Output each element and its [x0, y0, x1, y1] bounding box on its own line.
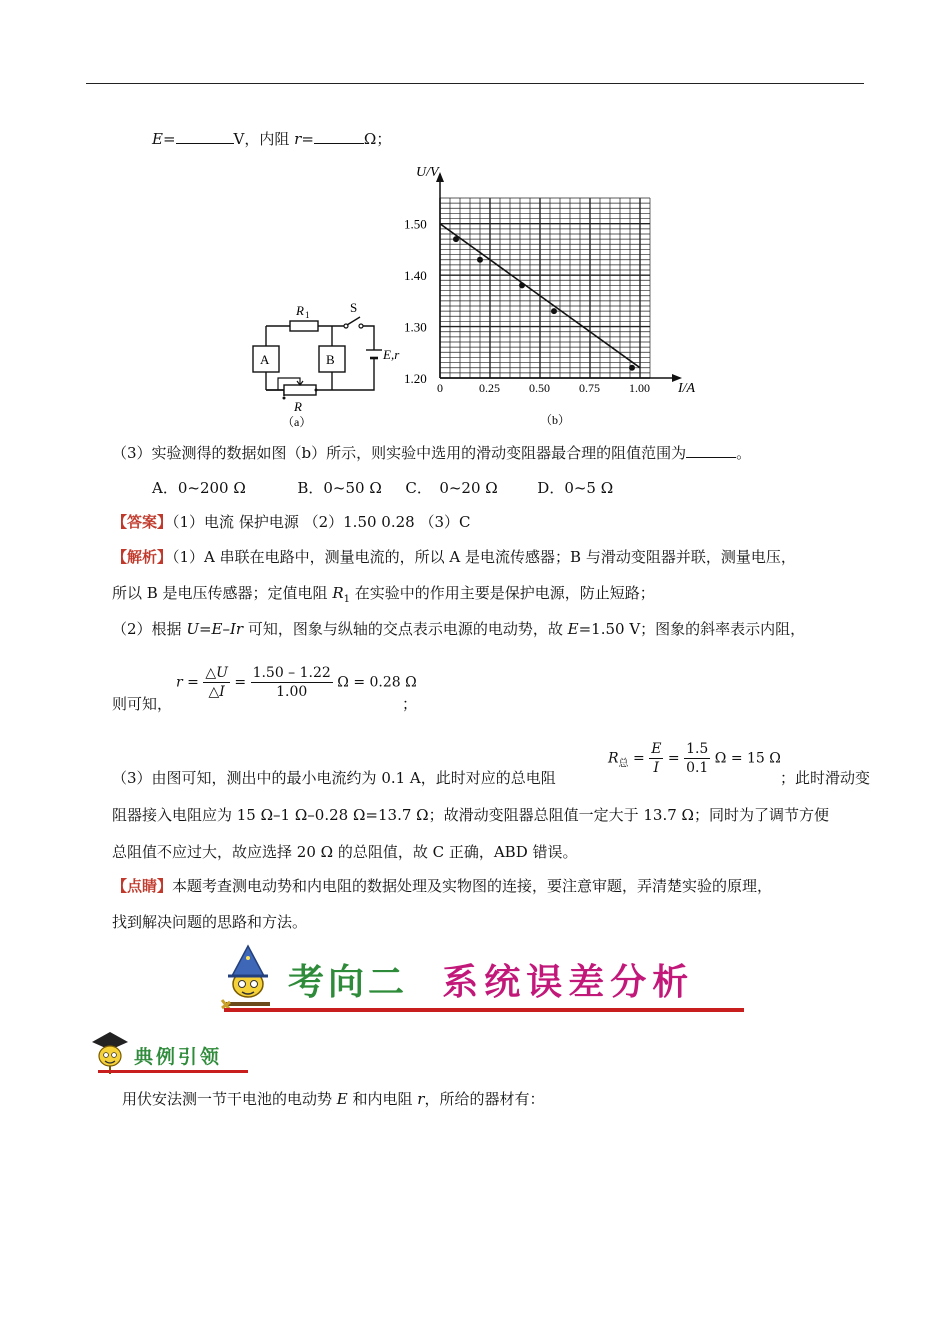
- banner-part2: 系统误差分析: [442, 961, 695, 1003]
- banner-part1: 考向二: [288, 961, 409, 1003]
- answer-text: （1）电流 保护电源 （2）1.50 0.28 （3）C: [172, 513, 471, 531]
- analysis-text: =1.50 V；图象的斜率表示内阻，: [578, 620, 806, 638]
- fraction-values: [684, 740, 710, 777]
- formula-equals: =: [187, 674, 199, 691]
- r1-subscript: 1: [343, 594, 351, 605]
- option-b: B．0~50 Ω: [297, 479, 382, 497]
- r1-symbol: R: [332, 584, 344, 602]
- fraction-num: 1.50 – 1.22: [252, 665, 331, 681]
- analysis-line-2: [112, 583, 655, 610]
- e-symbol: E: [567, 620, 579, 638]
- analysis-text: 可知，图象与纵轴的交点表示电源的电动势，故: [243, 620, 568, 638]
- analysis-text: 所以 B 是电压传感器；定值电阻: [112, 584, 333, 602]
- caption-a: （a）: [282, 415, 312, 429]
- x-tick-label: 0.50: [529, 381, 550, 395]
- example-underline: [98, 1070, 248, 1073]
- analysis-text: 在实验中的作用主要是保护电源，防止短路；: [350, 584, 655, 602]
- analysis-line-6: [112, 805, 829, 825]
- data-point: [519, 282, 525, 288]
- q3-text: （3）实验测得的数据如图（b）所示，则实验中选用的滑动变阻器最合理的阻值范围为: [112, 444, 687, 462]
- comment-line-2: [112, 912, 307, 932]
- formula-equals: =: [667, 750, 680, 767]
- fraction-delta: [203, 664, 230, 701]
- r1-sub: 1: [305, 310, 310, 320]
- fraction-num: 1.5: [686, 741, 709, 757]
- e-symbol: E: [336, 1090, 348, 1108]
- r1-resistor: [290, 321, 318, 331]
- analysis-text: ；此时滑动变: [780, 769, 871, 787]
- switch-label: S: [350, 300, 358, 315]
- analysis-line-4: [112, 694, 172, 714]
- y-tick-label: 1.30: [404, 319, 427, 335]
- analysis-text: 则可知，: [112, 695, 173, 713]
- r1-label: R: [296, 303, 304, 318]
- analysis-text: 总阻值不应过大，故应选择 20 Ω 的总阻值，故 C 正确，ABD 错误。: [112, 843, 578, 861]
- analysis-tag: 【解析】: [112, 548, 173, 566]
- data-point: [551, 308, 557, 314]
- data-point: [453, 236, 459, 242]
- formula-symbol: R: [608, 750, 619, 767]
- rheostat: [284, 385, 316, 395]
- analysis-line-7: [112, 842, 578, 862]
- e-symbol: E: [152, 130, 163, 148]
- section-banner: [208, 944, 744, 1014]
- formula-r-total: [608, 740, 781, 777]
- formula-uei: U=E–Ir: [186, 620, 244, 638]
- answer-line: [112, 512, 471, 532]
- analysis-line-1: [112, 547, 796, 567]
- fraction-ei: [649, 740, 663, 777]
- blank-e: [176, 128, 234, 144]
- ui-graph: [396, 160, 708, 432]
- unit-v: V，内阻: [233, 130, 295, 148]
- x-tick-label: 0.25: [479, 381, 500, 395]
- analysis-line-3: [112, 619, 805, 639]
- comment-text: 找到解决问题的思路和方法。: [112, 913, 308, 931]
- x-tick-label: 0: [437, 381, 443, 395]
- example-title: 典例引领: [134, 1046, 223, 1068]
- q3-blank: [686, 442, 736, 458]
- analysis-text: （1）A 串联在电路中，测量电流的，所以 A 是电流传感器；B 与滑动变阻器并联，测量电压，: [172, 548, 796, 566]
- formula-symbol: r: [176, 674, 183, 691]
- formula-equals: =: [234, 674, 247, 691]
- header-rule: [86, 83, 864, 84]
- analysis-text: （3）由图可知，测出中的最小电流约为 0.1 A，此时对应的总电阻: [112, 769, 556, 787]
- analysis-text: ；: [402, 695, 418, 713]
- example-heading: [88, 1028, 248, 1074]
- r-symbol: r: [294, 130, 302, 148]
- x-tick-label: 1.00: [629, 381, 650, 395]
- comment-line-1: [112, 876, 772, 896]
- fraction-num: △U: [205, 665, 228, 681]
- y-tick-label: 1.50: [404, 216, 427, 232]
- intro-text: ，所给的器材有：: [424, 1090, 545, 1108]
- switch-contact: [359, 324, 363, 328]
- option-a: A．0~200 Ω: [152, 479, 246, 497]
- analysis-text: （2）根据: [112, 620, 187, 638]
- banner-title: [288, 954, 694, 1005]
- intro-line: [122, 1089, 544, 1109]
- formula-equals: =: [633, 750, 645, 767]
- data-point: [477, 257, 483, 263]
- fraction-den: △I: [208, 684, 225, 700]
- y-tick-label: 1.40: [404, 268, 427, 284]
- analysis-text: 阻器接入电阻应为 15 Ω–1 Ω–0.28 Ω=13.7 Ω；故滑动变阻器总阻值一定大于 13.7 Ω；同时为了调节方便: [112, 806, 829, 824]
- fraction-den: 1.00: [276, 684, 308, 700]
- analysis-line-5: [112, 768, 556, 788]
- circuit-diagram: [246, 298, 400, 430]
- comment-text: 本题考查测电动势和内电阻的数据处理及实物图的连接，要注意审题，弄清楚实验的原理，: [172, 877, 773, 895]
- graph-axes: [436, 172, 682, 382]
- wizard-mascot-icon: [208, 944, 286, 1014]
- q3-end: 。: [736, 444, 752, 462]
- mascot-icon: [88, 1028, 132, 1074]
- y-tick-label: 1.20: [404, 371, 427, 386]
- battery-label: E,r: [383, 347, 400, 362]
- graph-grid: [440, 198, 650, 378]
- x-axis-label: I/A: [678, 381, 696, 396]
- rheostat-label: R: [294, 399, 302, 414]
- fraction-den: I: [653, 760, 660, 776]
- intro-text: 用伏安法测一节干电池的电动势: [122, 1090, 337, 1108]
- option-c: C． 0~20 Ω: [405, 479, 498, 497]
- q2-answer-line: [152, 128, 391, 149]
- data-point: [629, 365, 635, 371]
- y-axis-label: U/V: [416, 165, 439, 180]
- banner-underline: [224, 1008, 744, 1012]
- switch-arm: [347, 317, 360, 325]
- formula-r: [176, 664, 417, 701]
- q3-stem: [112, 442, 751, 463]
- analysis-line-5-end: [780, 768, 870, 788]
- meter-b-label: B: [326, 352, 335, 367]
- r-symbol: r: [417, 1090, 425, 1108]
- answer-tag: 【答案】: [112, 513, 173, 531]
- intro-text: 和内电阻: [347, 1090, 418, 1108]
- formula-subscript: 总: [618, 758, 629, 770]
- blank-r: [314, 128, 364, 144]
- caption-b: （b）: [540, 413, 571, 427]
- option-d: D．0~5 Ω: [537, 479, 614, 497]
- formula-result: Ω = 0.28 Ω: [337, 674, 417, 691]
- equals: =: [301, 130, 314, 148]
- equals: =: [162, 130, 176, 148]
- fraction-values: [251, 664, 333, 701]
- fraction-den: 0.1: [686, 760, 709, 776]
- meter-a-label: A: [260, 352, 270, 367]
- q3-options: [152, 478, 613, 498]
- x-tick-label: 0.75: [579, 381, 600, 395]
- fraction-num: E: [651, 741, 662, 757]
- analysis-line-4-end: [402, 694, 417, 714]
- unit-ohm: Ω；: [363, 130, 392, 148]
- comment-tag: 【点睛】: [112, 877, 173, 895]
- formula-result: Ω = 15 Ω: [714, 750, 781, 767]
